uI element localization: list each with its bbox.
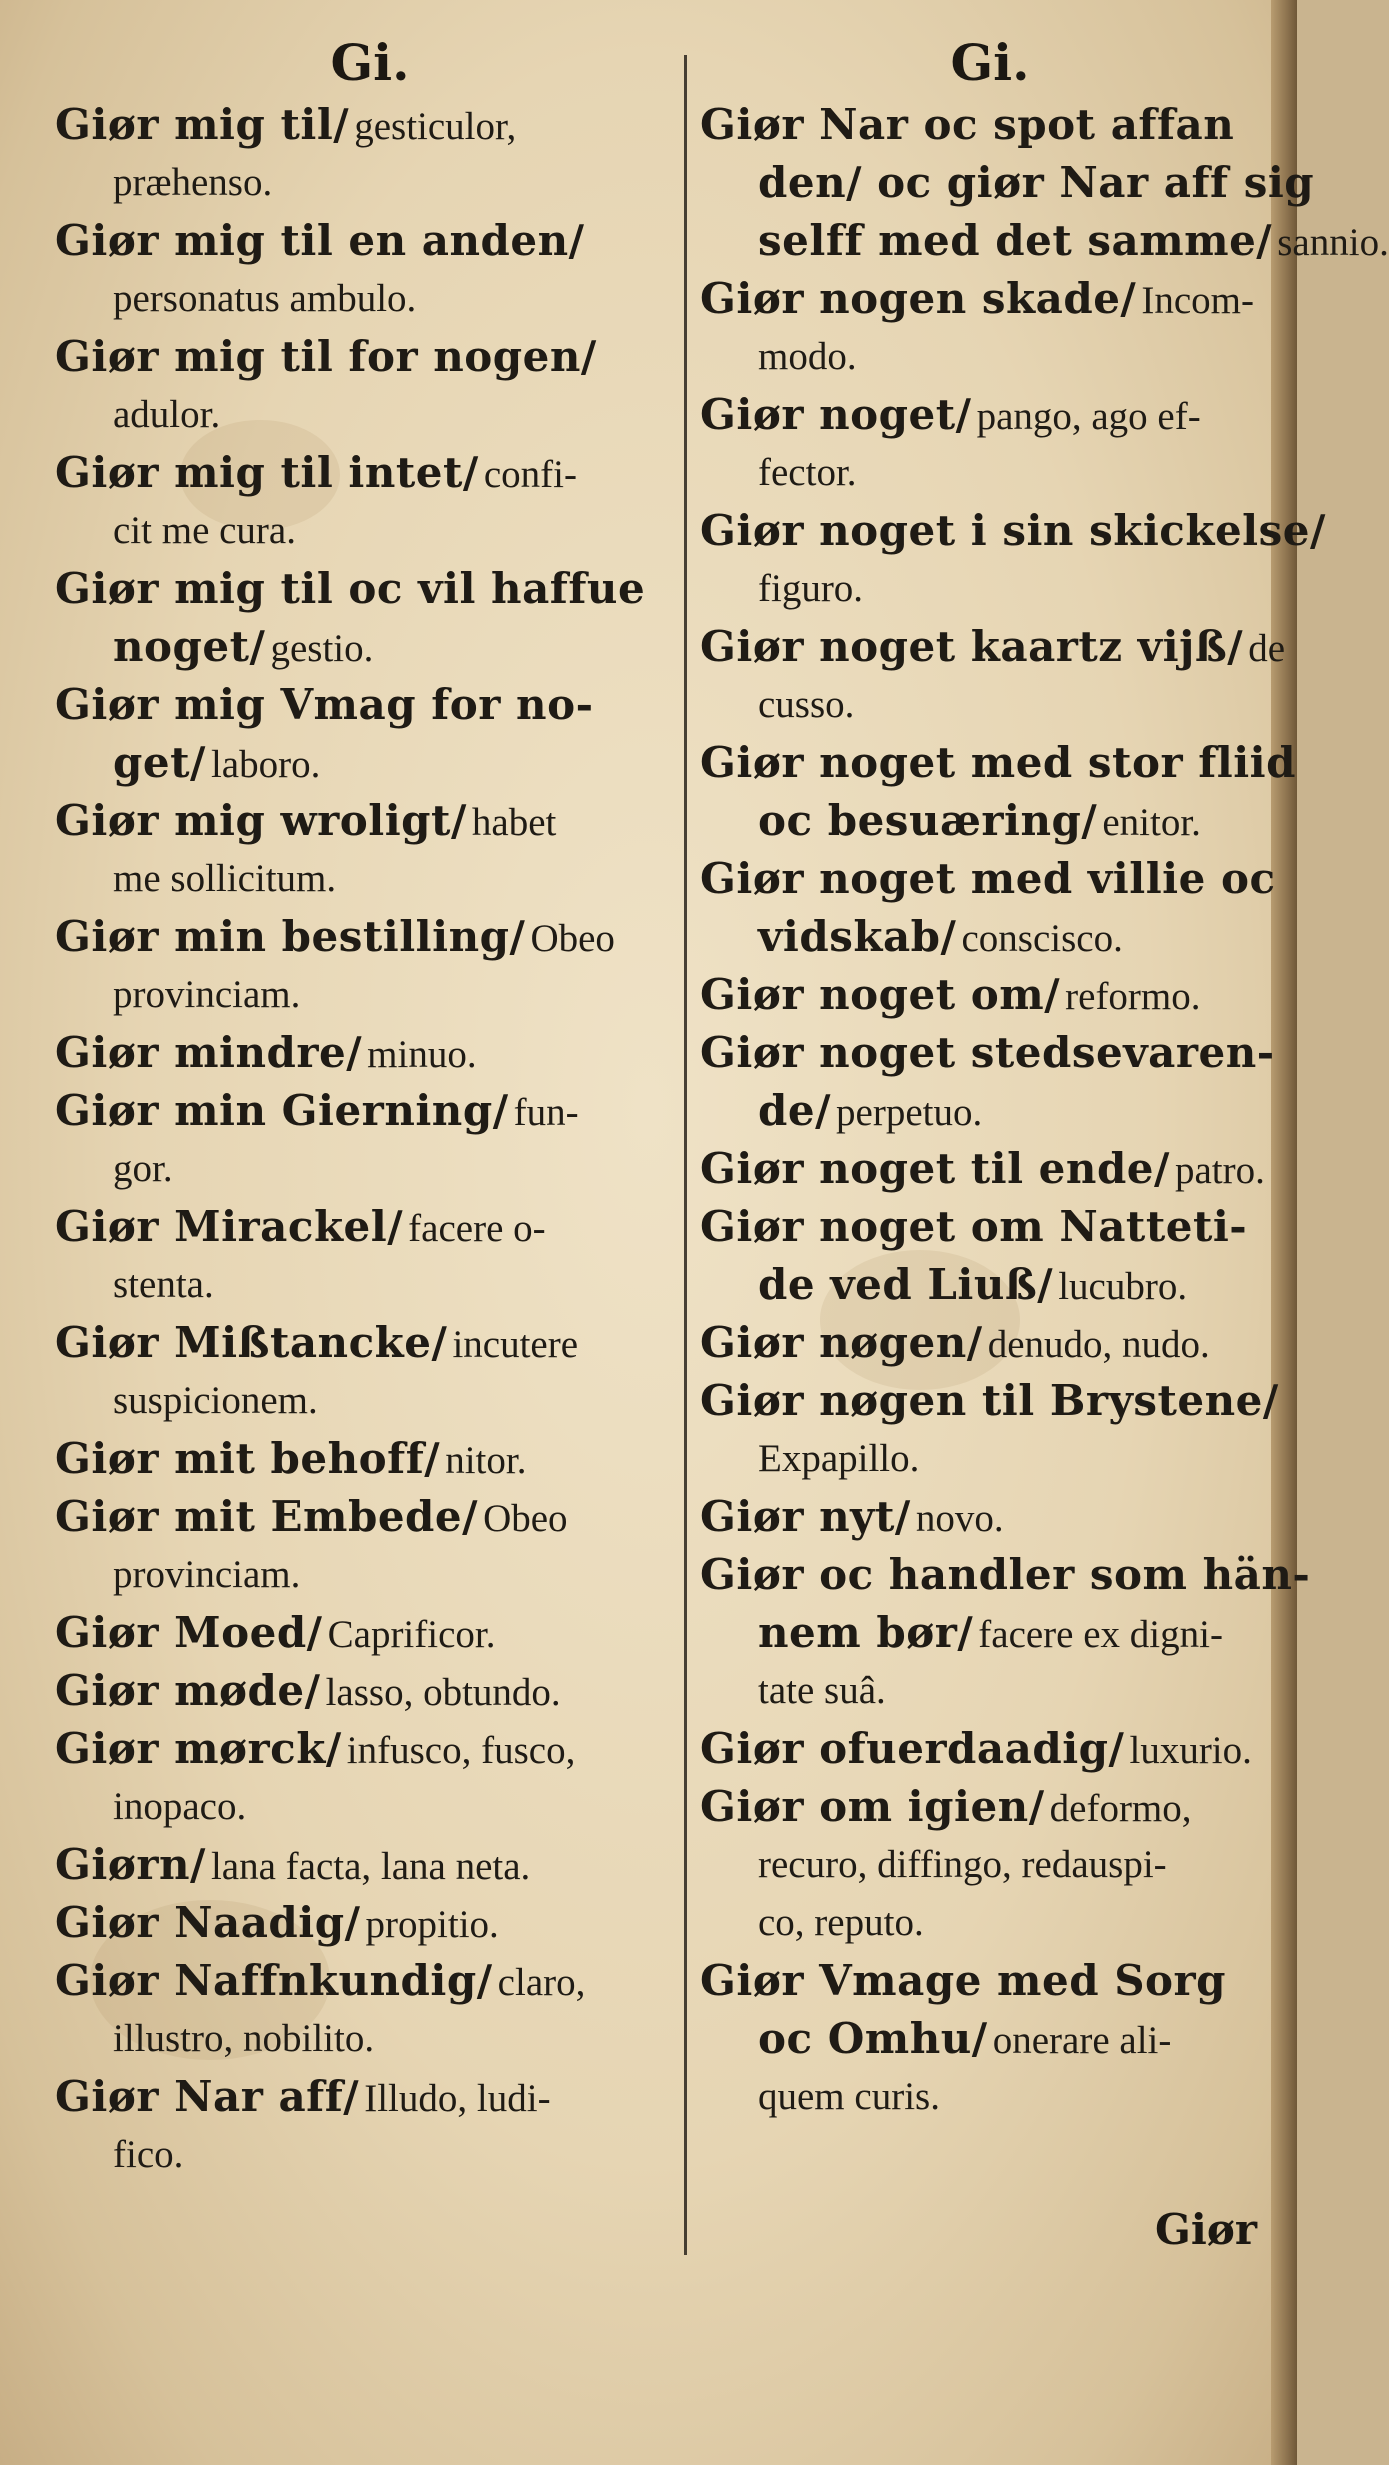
entry-first-line <box>55 212 665 270</box>
entry-latin-continuation: conscisco. <box>961 917 1123 960</box>
entry-latin: deformo, <box>1049 1787 1192 1830</box>
entry-latin-continuation: provinciam. <box>113 973 301 1016</box>
entry-first-line <box>700 850 1280 908</box>
entry-latin-continuation: perpetuo. <box>836 1091 983 1134</box>
entry-headword: Giør mig til oc vil haffue <box>55 564 646 613</box>
entry-continuation-line <box>700 444 1280 502</box>
dictionary-entry <box>700 850 1280 966</box>
entry-headword: Giør Vmage med Sorg <box>700 1956 1227 2005</box>
entry-continuation-line <box>700 1082 1280 1140</box>
dictionary-entry <box>700 270 1280 386</box>
entry-latin-continuation: illustro, nobilito. <box>113 2017 375 2060</box>
entry-latin: confi- <box>483 453 577 496</box>
entry-latin-continuation: gor. <box>113 1147 173 1190</box>
entry-continuation-line <box>55 1256 665 1314</box>
entry-headword: Giør ofuerdaadig/ <box>700 1724 1125 1773</box>
entry-latin-continuation: suspicionem. <box>113 1379 318 1422</box>
entry-first-line <box>55 1662 665 1720</box>
entry-headword: Giør mig til for nogen/ <box>55 332 597 381</box>
dictionary-entry <box>55 1314 665 1430</box>
entry-latin-continuation: co, reputo. <box>758 1901 924 1944</box>
entry-latin-continuation: recuro, diffingo, redauspi- <box>758 1843 1167 1886</box>
entry-latin: fun- <box>513 1091 579 1134</box>
dictionary-entry <box>700 96 1315 212</box>
entry-headword: Giør Nar aff/ <box>55 2072 360 2121</box>
entry-first-line <box>55 328 665 386</box>
entry-latin: Caprificor. <box>327 1613 496 1656</box>
entry-first-line <box>55 2068 665 2126</box>
entry-first-line <box>55 1720 665 1778</box>
entry-continuation-line <box>700 1430 1280 1488</box>
entry-continuation-line <box>55 2010 665 2068</box>
entry-latin: pango, ago ef- <box>976 395 1201 438</box>
entry-first-line <box>700 502 1326 560</box>
entry-first-line <box>700 1198 1280 1256</box>
entry-headword-continuation: get/ <box>113 738 206 787</box>
entry-headword: Giør mørck/ <box>55 1724 342 1773</box>
dictionary-entry <box>55 908 665 1024</box>
dictionary-entry <box>700 1372 1280 1488</box>
entry-headword: Giør noget med villie oc <box>700 854 1276 903</box>
entry-headword: Giør noget med stor fliid <box>700 738 1297 787</box>
dictionary-entry <box>55 560 665 676</box>
dictionary-entry <box>700 966 1280 1024</box>
entry-headword: Giør oc handler som hän- <box>700 1550 1311 1599</box>
entry-continuation-line <box>55 2126 665 2184</box>
right-entry-list <box>700 96 1389 2126</box>
entry-first-line <box>55 1082 665 1140</box>
dictionary-entry <box>55 96 665 212</box>
entry-continuation-line <box>55 966 665 1024</box>
entry-latin: gesticulor, <box>354 105 517 148</box>
entry-continuation-line <box>700 1836 1280 1894</box>
dictionary-entry <box>700 386 1280 502</box>
entry-headword-continuation: vidskab/ <box>758 912 957 961</box>
entry-latin-continuation: enitor. <box>1102 801 1201 844</box>
entry-headword: Giør Naadig/ <box>55 1898 361 1947</box>
entry-first-line <box>700 1140 1280 1198</box>
entry-continuation-line <box>700 560 1280 618</box>
dictionary-entry <box>700 734 1297 850</box>
dictionary-entry <box>700 2068 1280 2126</box>
entry-latin: claro, <box>497 1961 586 2004</box>
entry-first-line <box>700 1372 1280 1430</box>
dictionary-entry <box>55 1604 665 1662</box>
dictionary-entry <box>55 1430 665 1488</box>
entry-first-line <box>55 1604 665 1662</box>
entry-continuation-line <box>700 328 1280 386</box>
entry-first-line <box>55 1430 665 1488</box>
entry-first-line <box>700 1488 1280 1546</box>
dictionary-entry <box>700 1488 1280 1546</box>
dictionary-entry <box>55 2068 665 2184</box>
entry-headword: Giør Mißtancke/ <box>55 1318 448 1367</box>
entry-headword-continuation: selff med det samme/ <box>758 216 1273 265</box>
entry-latin-continuation: præhenso. <box>113 161 273 204</box>
entry-headword-continuation: oc Omhu/ <box>758 2014 988 2063</box>
dictionary-entry <box>700 1894 1280 1952</box>
catchword: Giør <box>1155 2205 1257 2254</box>
dictionary-entry <box>700 1662 1280 1720</box>
entry-first-line <box>700 386 1280 444</box>
entry-latin-continuation: laboro. <box>210 743 321 786</box>
entry-first-line <box>700 1314 1280 1372</box>
dictionary-entry <box>55 444 665 560</box>
entry-headword: Giør mit Embede/ <box>55 1492 478 1541</box>
entry-continuation-line <box>55 1778 665 1836</box>
entry-first-line <box>55 1952 665 2010</box>
entry-first-line <box>55 1024 665 1082</box>
entry-continuation-line <box>700 154 1315 212</box>
entry-latin: minuo. <box>367 1033 477 1076</box>
dictionary-entry <box>55 1836 665 1894</box>
entry-latin-continuation: stenta. <box>113 1263 214 1306</box>
dictionary-entry <box>55 1024 665 1082</box>
entry-headword: Giør mig til/ <box>55 100 350 149</box>
entry-headword: Giør mig Vmag for no- <box>55 680 594 729</box>
entry-latin-continuation: figuro. <box>758 567 864 610</box>
entry-latin-continuation: fector. <box>758 451 857 494</box>
entry-continuation-line <box>700 2068 1280 2126</box>
entry-continuation-line <box>700 2010 1280 2068</box>
entry-headword: Giør min bestilling/ <box>55 912 526 961</box>
entry-first-line <box>700 270 1280 328</box>
entry-first-line <box>700 1778 1280 1836</box>
entry-latin-continuation: personatus ambulo. <box>113 277 417 320</box>
entry-first-line <box>700 1024 1280 1082</box>
entry-headword: Giør Mirackel/ <box>55 1202 404 1251</box>
entry-headword-continuation: den/ oc giør Nar aff sig <box>758 158 1315 207</box>
entry-headword-continuation: de ved Liuß/ <box>758 1260 1054 1309</box>
entry-first-line <box>55 1198 665 1256</box>
entry-headword: Giør nøgen til Brystene/ <box>700 1376 1279 1425</box>
entry-latin-continuation: provinciam. <box>113 1553 301 1596</box>
entry-first-line <box>700 1546 1311 1604</box>
entry-first-line <box>55 908 665 966</box>
dictionary-entry <box>700 1024 1280 1140</box>
dictionary-entry <box>700 1778 1280 1894</box>
entry-continuation-line <box>55 850 665 908</box>
right-column <box>700 30 1389 2126</box>
left-column <box>55 30 665 2184</box>
entry-first-line <box>700 96 1280 154</box>
entry-continuation-line <box>700 908 1280 966</box>
entry-continuation-line <box>55 734 665 792</box>
entry-continuation-line <box>700 676 1280 734</box>
entry-headword: Giør mig til intet/ <box>55 448 479 497</box>
entry-first-line <box>700 966 1280 1024</box>
entry-continuation-line <box>55 1140 665 1198</box>
entry-headword-continuation: oc besuæring/ <box>758 796 1098 845</box>
entry-latin-continuation: quem curis. <box>758 2075 940 2118</box>
entry-latin-continuation: sannio. <box>1277 221 1389 264</box>
dictionary-entry <box>55 1082 665 1198</box>
dictionary-entry <box>700 1720 1280 1778</box>
entry-headword: Giør mit behoff/ <box>55 1434 441 1483</box>
dictionary-entry <box>55 328 665 444</box>
entry-latin-continuation: onerare ali- <box>992 2019 1172 2062</box>
entry-latin-continuation: me sollicitum. <box>113 857 337 900</box>
entry-first-line <box>55 444 665 502</box>
entry-headword: Giør Nar oc spot affan <box>700 100 1235 149</box>
left-entry-list <box>55 96 665 2184</box>
entry-latin-continuation: cusso. <box>758 683 855 726</box>
entry-headword: Giør noget kaartz vijß/ <box>700 622 1244 671</box>
entry-latin: incutere <box>452 1323 579 1366</box>
dictionary-entry <box>55 212 665 328</box>
entry-continuation-line <box>700 1256 1280 1314</box>
entry-headword-continuation: noget/ <box>113 622 266 671</box>
entry-headword: Giør mig wroligt/ <box>55 796 467 845</box>
dictionary-entry <box>700 1314 1280 1372</box>
entry-first-line <box>700 734 1297 792</box>
entry-first-line <box>700 618 1285 676</box>
entry-latin: habet <box>471 801 557 844</box>
dictionary-entry <box>700 212 1389 270</box>
entry-continuation-line <box>55 154 665 212</box>
entry-continuation-line <box>700 792 1280 850</box>
entry-first-line <box>700 1720 1280 1778</box>
entry-latin: denudo, nudo. <box>987 1323 1210 1366</box>
entry-headword: Giør Moed/ <box>55 1608 323 1657</box>
entry-first-line <box>55 1314 665 1372</box>
entry-latin: lana facta, lana neta. <box>210 1845 531 1888</box>
entry-latin: Incom- <box>1141 279 1254 322</box>
entry-first-line <box>55 792 665 850</box>
entry-headword: Giør nøgen/ <box>700 1318 983 1367</box>
dictionary-entry <box>55 792 665 908</box>
entry-first-line <box>55 560 665 618</box>
entry-headword: Giør mig til en anden/ <box>55 216 585 265</box>
entry-first-line <box>55 96 665 154</box>
entry-latin: propitio. <box>365 1903 499 1946</box>
entry-headword-continuation: de/ <box>758 1086 831 1135</box>
dictionary-entry <box>55 1198 665 1314</box>
entry-headword: Giør min Gierning/ <box>55 1086 509 1135</box>
entry-headword: Giør noget til ende/ <box>700 1144 1170 1193</box>
entry-latin: Illudo, ludi- <box>364 2077 551 2120</box>
right-column-header: Gi. <box>950 33 1030 92</box>
entry-continuation-line <box>55 1372 665 1430</box>
entry-headword: Giør møde/ <box>55 1666 321 1715</box>
entry-latin: de <box>1248 627 1285 670</box>
entry-first-line <box>55 676 665 734</box>
entry-latin-continuation: cit me cura. <box>113 509 296 552</box>
entry-headword: Giør mindre/ <box>55 1028 363 1077</box>
entry-latin: reformo. <box>1065 975 1201 1018</box>
entry-latin: luxurio. <box>1129 1729 1252 1772</box>
dictionary-entry <box>55 1894 665 1952</box>
entry-latin-continuation: inopaco. <box>113 1785 247 1828</box>
column-divider <box>684 55 687 2255</box>
entry-continuation-line <box>55 386 665 444</box>
dictionary-entry <box>55 1720 665 1836</box>
entry-continuation-line <box>55 270 665 328</box>
entry-latin: nitor. <box>445 1439 527 1482</box>
entry-headword: Giørn/ <box>55 1840 206 1889</box>
entry-continuation-line <box>700 1662 1280 1720</box>
entry-latin-continuation: adulor. <box>113 393 221 436</box>
entry-latin: Obeo <box>530 917 615 960</box>
entry-continuation-line <box>55 618 665 676</box>
entry-headword: Giør nogen skade/ <box>700 274 1137 323</box>
dictionary-entry <box>700 618 1285 734</box>
entry-latin: novo. <box>915 1497 1004 1540</box>
dictionary-entry <box>700 1198 1280 1314</box>
entry-headword: Giør noget/ <box>700 390 972 439</box>
entry-headword: Giør Naffnkundig/ <box>55 1956 493 2005</box>
dictionary-entry <box>700 502 1326 618</box>
dictionary-entry <box>55 1488 665 1604</box>
entry-continuation-line <box>700 1894 1280 1952</box>
entry-headword: Giør noget om Natteti- <box>700 1202 1248 1251</box>
entry-first-line <box>700 1952 1280 2010</box>
entry-headword: Giør om igien/ <box>700 1782 1045 1831</box>
entry-latin: lasso, obtundo. <box>325 1671 561 1714</box>
dictionary-entry <box>700 1140 1280 1198</box>
entry-first-line <box>55 1836 665 1894</box>
dictionary-entry <box>55 676 665 792</box>
entry-continuation-line <box>55 502 665 560</box>
entry-headword: Giør noget stedsevaren- <box>700 1028 1275 1077</box>
entry-first-line <box>55 1488 665 1546</box>
left-column-header: Gi. <box>330 33 410 92</box>
entry-headword: Giør noget om/ <box>700 970 1061 1019</box>
entry-latin-continuation: tate suâ. <box>758 1669 886 1712</box>
entry-latin: facere o- <box>408 1207 546 1250</box>
entry-continuation-line <box>55 1546 665 1604</box>
entry-continuation-line <box>700 212 1389 270</box>
entry-latin-continuation: lucubro. <box>1058 1265 1188 1308</box>
entry-latin-continuation: Expapillo. <box>758 1437 920 1480</box>
entry-latin: Obeo <box>483 1497 568 1540</box>
dictionary-entry <box>700 1952 1280 2068</box>
entry-latin-continuation: fico. <box>113 2133 184 2176</box>
entry-latin-continuation: facere ex digni- <box>978 1613 1223 1656</box>
entry-headword-continuation: nem bør/ <box>758 1608 974 1657</box>
entry-latin-continuation: modo. <box>758 335 857 378</box>
entry-headword: Giør nyt/ <box>700 1492 911 1541</box>
dictionary-entry <box>55 1662 665 1720</box>
entry-continuation-line <box>700 1604 1280 1662</box>
dictionary-entry <box>55 1952 665 2068</box>
entry-latin: infusco, fusco, <box>346 1729 576 1772</box>
entry-latin-continuation: gestio. <box>270 627 374 670</box>
entry-latin: patro. <box>1174 1149 1265 1192</box>
entry-headword: Giør noget i sin skickelse/ <box>700 506 1326 555</box>
entry-first-line <box>55 1894 665 1952</box>
dictionary-entry <box>700 1546 1311 1662</box>
